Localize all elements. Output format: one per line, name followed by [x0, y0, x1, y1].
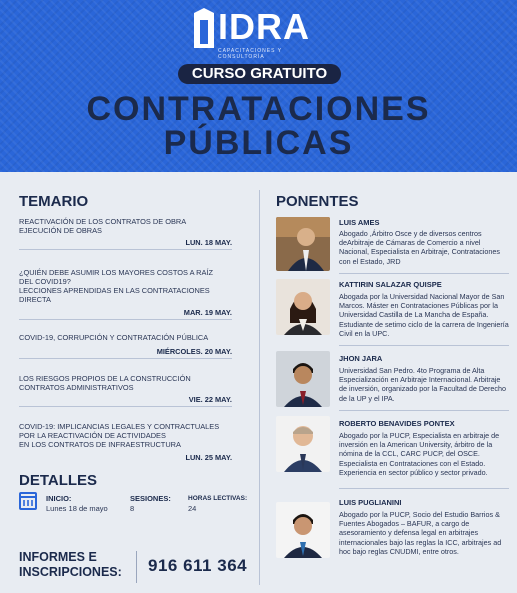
speaker-name: LUIS AMES: [339, 218, 380, 227]
speaker-photo: [276, 279, 330, 335]
divider: [339, 273, 509, 274]
speaker-bio: Abogado ,Árbitro Osce y de diversos centros deArbitraje de Cámaras de Comercio a nivel Nacional, Especialista en Arbitraje, Contrataciones con el Estado, JRD: [339, 229, 501, 266]
header-banner: [0, 0, 517, 172]
divider: [339, 488, 509, 489]
temario-item: [19, 217, 232, 251]
temario-item-text: COVID-19: IMPLICANCIAS LEGALES Y CONTRACTUALES POR LA REACTIVACIÓN DE ACTIVIDADES EN LOS CONTRATOS DE INFRAESTRUCTURA: [19, 422, 220, 449]
phone-number[interactable]: 916 611 364: [148, 556, 248, 575]
contact-label-line2: INSCRIPCIONES:: [19, 565, 122, 579]
speaker-name: LUIS PUGLIANINI: [339, 498, 402, 507]
divider: [19, 319, 232, 320]
divider: [136, 551, 137, 583]
brand-logo: [194, 6, 324, 60]
contact-label: [19, 550, 122, 580]
speaker-name: KATTIRIN SALAZAR QUISPE: [339, 280, 442, 289]
sesiones-label: SESIONES:: [130, 494, 171, 503]
speaker-photo: [276, 351, 330, 407]
temario-item-date: VIE. 22 MAY.: [188, 395, 232, 404]
temario-item-text: LOS RIESGOS PROPIOS DE LA CONSTRUCCIÓN CONTRATOS ADMINISTRATIVOS: [19, 374, 191, 392]
temario-item-text: REACTIVACIÓN DE LOS CONTRATOS DE OBRA EJECUCIÓN DE OBRAS: [19, 217, 187, 235]
inicio-label: INICIO:: [46, 494, 72, 503]
temario-item-date: MIÉRCOLES. 20 MAY.: [156, 347, 232, 356]
temario-heading: TEMARIO: [19, 193, 89, 210]
speaker-bio: Abogada por la Universidad Nacional Mayor de San Marcos. Máster en Contrataciones Públicas por la Universidad Castilla de La Mancha de España. Estudiante de setimo ciclo de la carrera de Ingeniería Civil en la UPC.: [339, 292, 509, 338]
speaker-name: ROBERTO BENAVIDES PONTEX: [339, 419, 455, 428]
horas-label: HORAS LECTIVAS:: [188, 495, 248, 502]
brand-tagline: CAPACITACIONES Y CONSULTORÍA: [218, 48, 282, 60]
contact-label-line1: INFORMES E: [19, 550, 97, 564]
inicio-value: Lunes 18 de mayo: [46, 504, 108, 513]
temario-item: [19, 268, 232, 320]
page-title-line1: CONTRATACIONES: [86, 90, 431, 128]
temario-item: [19, 333, 232, 359]
calendar-icon: [19, 492, 37, 510]
speaker-bio: Universidad San Pedro. 4to Programa de Alta Especialización en Arbitraje Internacional. Arbitraje de inversión, organizado por la Facultad de Derecho de la UP y el IPA.: [339, 366, 507, 403]
temario-item: [19, 422, 232, 464]
page-title-line2: PÚBLICAS: [163, 124, 354, 162]
divider: [339, 345, 509, 346]
temario-item-text: COVID-19, CORRUPCIÓN Y CONTRATACIÓN PÚBLICA: [19, 333, 209, 342]
course-badge: CURSO GRATUITO: [178, 64, 341, 84]
divider: [19, 249, 232, 250]
speaker-photo: [276, 502, 330, 558]
detalles-heading: DETALLES: [19, 472, 98, 489]
temario-item-date: LUN. 18 MAY.: [185, 238, 232, 247]
speaker-bio: Abogado por la PUCP, Socio del Estudio Barrios & Fuentes Abogados – BAFUR, a cargo de asesoramiento y defensa legal en arbitrajes internacionales bajo las reglas la ICC, arbitrajes ad hoc bajo reglas CNUDMI, entre otros.: [339, 510, 502, 556]
brand-name: IDRA: [218, 6, 310, 47]
temario-item-date: LUN. 25 MAY.: [185, 453, 232, 462]
divider: [339, 410, 509, 411]
sesiones-value: 8: [130, 504, 135, 513]
temario-item: [19, 374, 232, 408]
divider: [19, 406, 232, 407]
speaker-name: JHON JARA: [339, 354, 383, 363]
speaker-photo: [276, 217, 330, 271]
horas-value: 24: [188, 504, 197, 513]
speaker-bio: Abogado por la PUCP, Especialista en arbitraje de inversión en la American University, árbitro de la nómina de la CCL, CARC PUCP, del OSCE. Especialista en Contrataciones con el Estado. Experiencia en sector público y sector privado.: [339, 431, 500, 477]
column-divider: [259, 190, 260, 585]
temario-item-text: ¿QUIÉN DEBE ASUMIR LOS MAYORES COSTOS A RAÍZ DEL COVID19? LECCIONES APRENDIDAS EN LAS CONTRATACIONES DIRECTA: [19, 268, 213, 304]
temario-item-date: MAR. 19 MAY.: [183, 308, 232, 317]
ponentes-heading: PONENTES: [276, 193, 359, 210]
speaker-photo: [276, 416, 330, 472]
logo-icon: [194, 8, 214, 48]
divider: [19, 358, 232, 359]
